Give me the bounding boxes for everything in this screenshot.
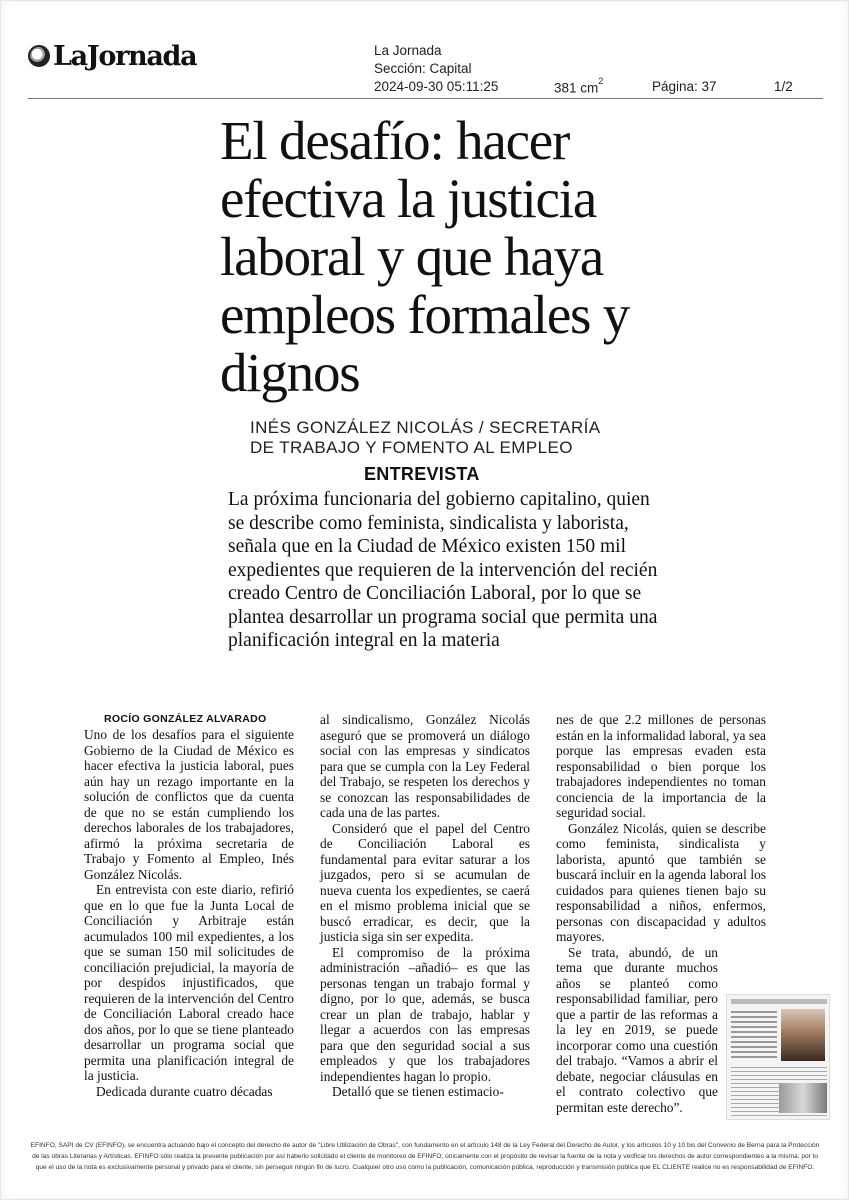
section-label: ENTREVISTA [364, 464, 480, 484]
body-column-2 [320, 712, 530, 1100]
headline: El desafío: hacer efectiva la justicia laboral y que haya empleos formales y dignos [220, 110, 630, 403]
paragraph: González Nicolás, quien se describe como feminista, sindicalista y laborista, apuntó que también se buscará incluir en la agenda laboral los cuidados para quienes tienen bajo su responsabilidad a niños, enfermos, personas con discapacidad y adultos mayores. [556, 820, 766, 944]
paragraph: nes de que 2.2 millones de personas están en la informalidad laboral, ya sea porque las empresas evaden esta responsabilidad o bien porque los trabajadores independientes no toman conciencia de la importancia de la seguridad social. [556, 712, 766, 820]
lead-paragraph: La próxima funcionaria del gobierno capitalino, quien se describe como feminista, sindicalista y laborista, señala que en la Ciudad de México existen 150 mil expedientes que requieren de la intervención del recién creado Centro de Conciliación Laboral, por lo que se plantea desarrollar un programa social que permita una planificación integral en la materia [228, 489, 658, 651]
globe-icon [28, 45, 50, 67]
clip-area [554, 76, 604, 96]
clip-metadata [374, 42, 498, 96]
newspaper-logo [28, 38, 196, 74]
paragraph: al sindicalismo, González Nicolás aseguró que se promoverá un diálogo social con las empresas y sindicatos para que se cumpla con la Ley Federal del Trabajo, se respeten los derechos y se conozcan las responsabilidades de cada una de las partes. [320, 712, 530, 820]
body-column-1 [84, 727, 294, 1099]
clip-datetime: 2024-09-30 05:11:25 [374, 79, 499, 94]
paragraph: Detalló que se tienen estimacio- [332, 1084, 504, 1099]
thumbnail-photo [781, 1009, 825, 1061]
page-thumbnail [726, 994, 830, 1120]
logo-text: LaJornada [53, 40, 197, 72]
paragraph: En entrevista con este diario, refirió que en lo que fue la Junta Local de Conciliación y Arbitraje están acumulados 100 mil expedientes, a los que se suman 150 mil solicitudes de conciliación prejudicial, la mayoría de por despidos injustificados, que requieren de la intervención del Centro de Conciliación Laboral creado hace dos años, por lo que se tiene planteado desarrollar un programa social que permita una planificación integral de la justicia. [84, 882, 294, 1083]
interviewee-byline: INÉS GONZÁLEZ NICOLÁS / SECRETARÍA DE TRABAJO Y FOMENTO AL EMPLEO [250, 418, 600, 457]
thumbnail-header [731, 999, 827, 1004]
paragraph: Dedicada durante cuatro décadas [96, 1083, 273, 1099]
section-name: Sección: Capital [374, 61, 472, 76]
area-value: 381 cm [554, 80, 599, 96]
copyright-disclaimer: EFINFO, SAPI de CV (EFINFO), se encuentra actuando bajo el concepto del derecho de autor de "Libre Utilización de Obras", con fundamento en el artículo 148 de la Ley Federal del Derecho de Autor, y los artículos 10 y 10 bis del Convenio de Berna para la Protección de las obras Literarias y Artísticas. EFINFO sólo realiza la presente publicación por así haberlo solicitado el cliente de monitoreo de EFINFO, únicamente con el propósito de revisar la fuente de la nota y verificar los derechos de autor correspondientes a la misma; por lo que el uso de la nota es exclusivamente personal y privado para el cliente, sin perseguir ningún fin de lucro. Cualquier otro uso como la publicación, comunicación pública, reproducción y transmisión pública que EL CLIENTE realice no es responsabilidad de EFINFO. [30, 1142, 820, 1171]
thumbnail-text [731, 1011, 777, 1059]
paragraph: Se trata, abundó, de un tema que durante muchos años se planteó como responsabilidad familiar, pero que a partir de las reformas a la ley en 2019, se puede incorporar como una cuestión del trabajo. “Vamos a abrir el debate, negociar cláusulas en el contrato colectivo que permitan este derecho”. [556, 944, 718, 1115]
area-exponent: 2 [598, 76, 604, 86]
author-byline: ROCÍO GONZÁLEZ ALVARADO [104, 713, 267, 725]
thumbnail-photo [779, 1083, 827, 1113]
publication-name: La Jornada [374, 43, 442, 58]
paragraph: Uno de los desafíos para el siguiente Gobierno de la Ciudad de México es hacer efectiva la justicia laboral, pues aún hay un rezago importante en la solución de conflictos que da cuenta de que no se están cumpliendo los derechos laborales de los trabajadores, afirmó la próxima secretaria de Trabajo y Fomento al Empleo, Inés González Nicolás. [84, 727, 294, 882]
clip-count: 1/2 [774, 79, 793, 94]
paragraph: Consideró que el papel del Centro de Conciliación Laboral es fundamental para evitar saturar a los juzgados, pero si se acumulan de nueva cuenta los expedientes, se caerá en el mismo problema inicial que se buscó erradicar, es decir, que la justicia siga sin ser expedita. [320, 820, 530, 944]
page-number: Página: 37 [652, 79, 717, 94]
header-divider [28, 98, 823, 99]
paragraph: El compromiso de la próxima administración –añadió– es que las personas tengan un trabajo formal y digno, por lo que, además, se busca crear un plan de trabajo, hablar y llegar a acuerdos con las empresas para que den seguridad social a sus empleados y que los trabajadores independientes hagan lo propio. [320, 944, 530, 1084]
